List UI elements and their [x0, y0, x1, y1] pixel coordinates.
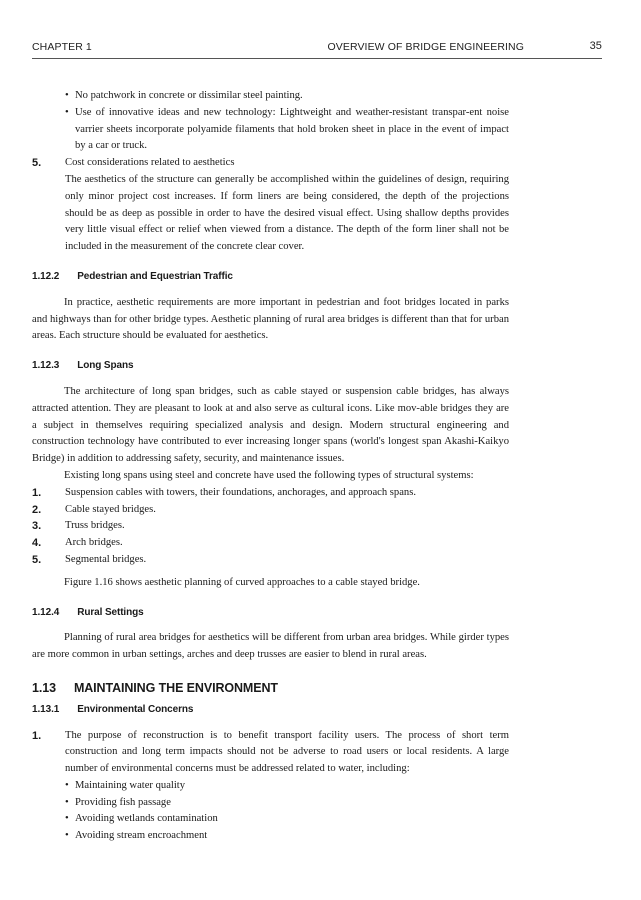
- list-item: 4. Arch bridges.: [32, 537, 123, 550]
- bullet-item: • Providing fish passage: [32, 795, 509, 812]
- section-heading-1-13: 1.13 MAINTAINING THE ENVIRONMENT: [32, 680, 278, 695]
- chapter-label: CHAPTER 1: [32, 41, 92, 53]
- section-heading-1-12-3: 1.12.3 Long Spans: [32, 360, 134, 372]
- section-heading-1-13-1: 1.13.1 Environmental Concerns: [32, 703, 194, 715]
- section-heading-1-12-4: 1.12.4 Rural Settings: [32, 606, 144, 618]
- paragraph: Planning of rural area bridges for aesthetics will be different from urban area bridges. While girder types are more common in urban settings, arches and deep trusses are easier to blend in rural areas.: [32, 632, 509, 661]
- paragraph: Existing long spans using steel and concrete have used the following types of structural systems:: [64, 469, 474, 481]
- paragraph: In practice, aesthetic requirements are more important in pedestrian and foot bridges located in parks and highways than for other bridge types. Aesthetic planning of rural area bridges is different than that for urban areas. Each structure should be evaluated for aesthetics.: [32, 296, 509, 342]
- paragraph: The architecture of long span bridges, such as cable stayed or suspension cable bridges, has always attracted attention. They are pleasant to look at and also serve as cultural icons. Like mov-able bridges they are a subject in themselves requiring specialized analysis and design. Modern structural engineering and construction technology have contributed to ever increasing longer spans (world's longest span Akashi-Kaikyo Bridge) in addition to addressing safety, security, and maintenance issues.: [32, 385, 509, 465]
- item-5-body: The aesthetics of the structure can generally be accomplished within the guidelines of design, requiring only minor project cost increases. If form liners are being considered, the depth of the projections should be as deep as possible in order to have the desired visual effect. Using shallow depths provides very little visual effect or relief when viewed from a distance. The depth of the form liner shall not be included in the measurement of the concrete clear cover.: [65, 173, 509, 253]
- bullet-icon: •: [65, 813, 69, 825]
- figure-reference: Figure 1.16 shows aesthetic planning of curved approaches to a cable stayed bridge.: [64, 576, 420, 588]
- header-divider: [32, 58, 602, 59]
- list-item: 1. Suspension cables with towers, their foundations, anchorages, and approach spans.: [32, 486, 416, 499]
- bullet-item: • No patchwork in concrete or dissimilar steel painting.: [32, 88, 509, 105]
- bullet-icon: •: [65, 779, 69, 791]
- bullet-item: • Avoiding wetlands contamination: [32, 811, 509, 828]
- list-item: 3. Truss bridges.: [32, 520, 125, 533]
- page-body: [32, 88, 509, 845]
- bullet-item: • Use of innovative ideas and new technology: Lightweight and weather-resistant transpar-ent noise varrier sheets incorporate polyamide filaments that hold broken sheet in place in the event of impact by a car or truck.: [65, 106, 509, 152]
- numbered-item-1: 1. The purpose of reconstruction is to benefit transport facility users. The process of short term construction and long term impacts should not be adverse to road users or local residents. A large number of environmental concerns must be addressed related to water, including:: [32, 729, 509, 775]
- bullet-icon: •: [65, 90, 69, 101]
- bullet-icon: •: [65, 106, 69, 118]
- running-title: OVERVIEW OF BRIDGE ENGINEERING: [327, 41, 524, 53]
- list-item: 5. Segmental bridges.: [32, 553, 147, 566]
- running-header: [32, 38, 602, 58]
- list-item: 2. Cable stayed bridges.: [32, 503, 156, 516]
- bullet-item: • Avoiding stream encroachment: [32, 828, 509, 845]
- bullet-item: • Maintaining water quality: [32, 778, 509, 795]
- page-number: 35: [589, 40, 602, 52]
- numbered-item-5: 5. Cost considerations related to aesthetics: [32, 157, 235, 170]
- bullet-icon: •: [65, 830, 69, 842]
- bullet-icon: •: [65, 796, 69, 808]
- section-heading-1-12-2: 1.12.2 Pedestrian and Equestrian Traffic: [32, 270, 233, 282]
